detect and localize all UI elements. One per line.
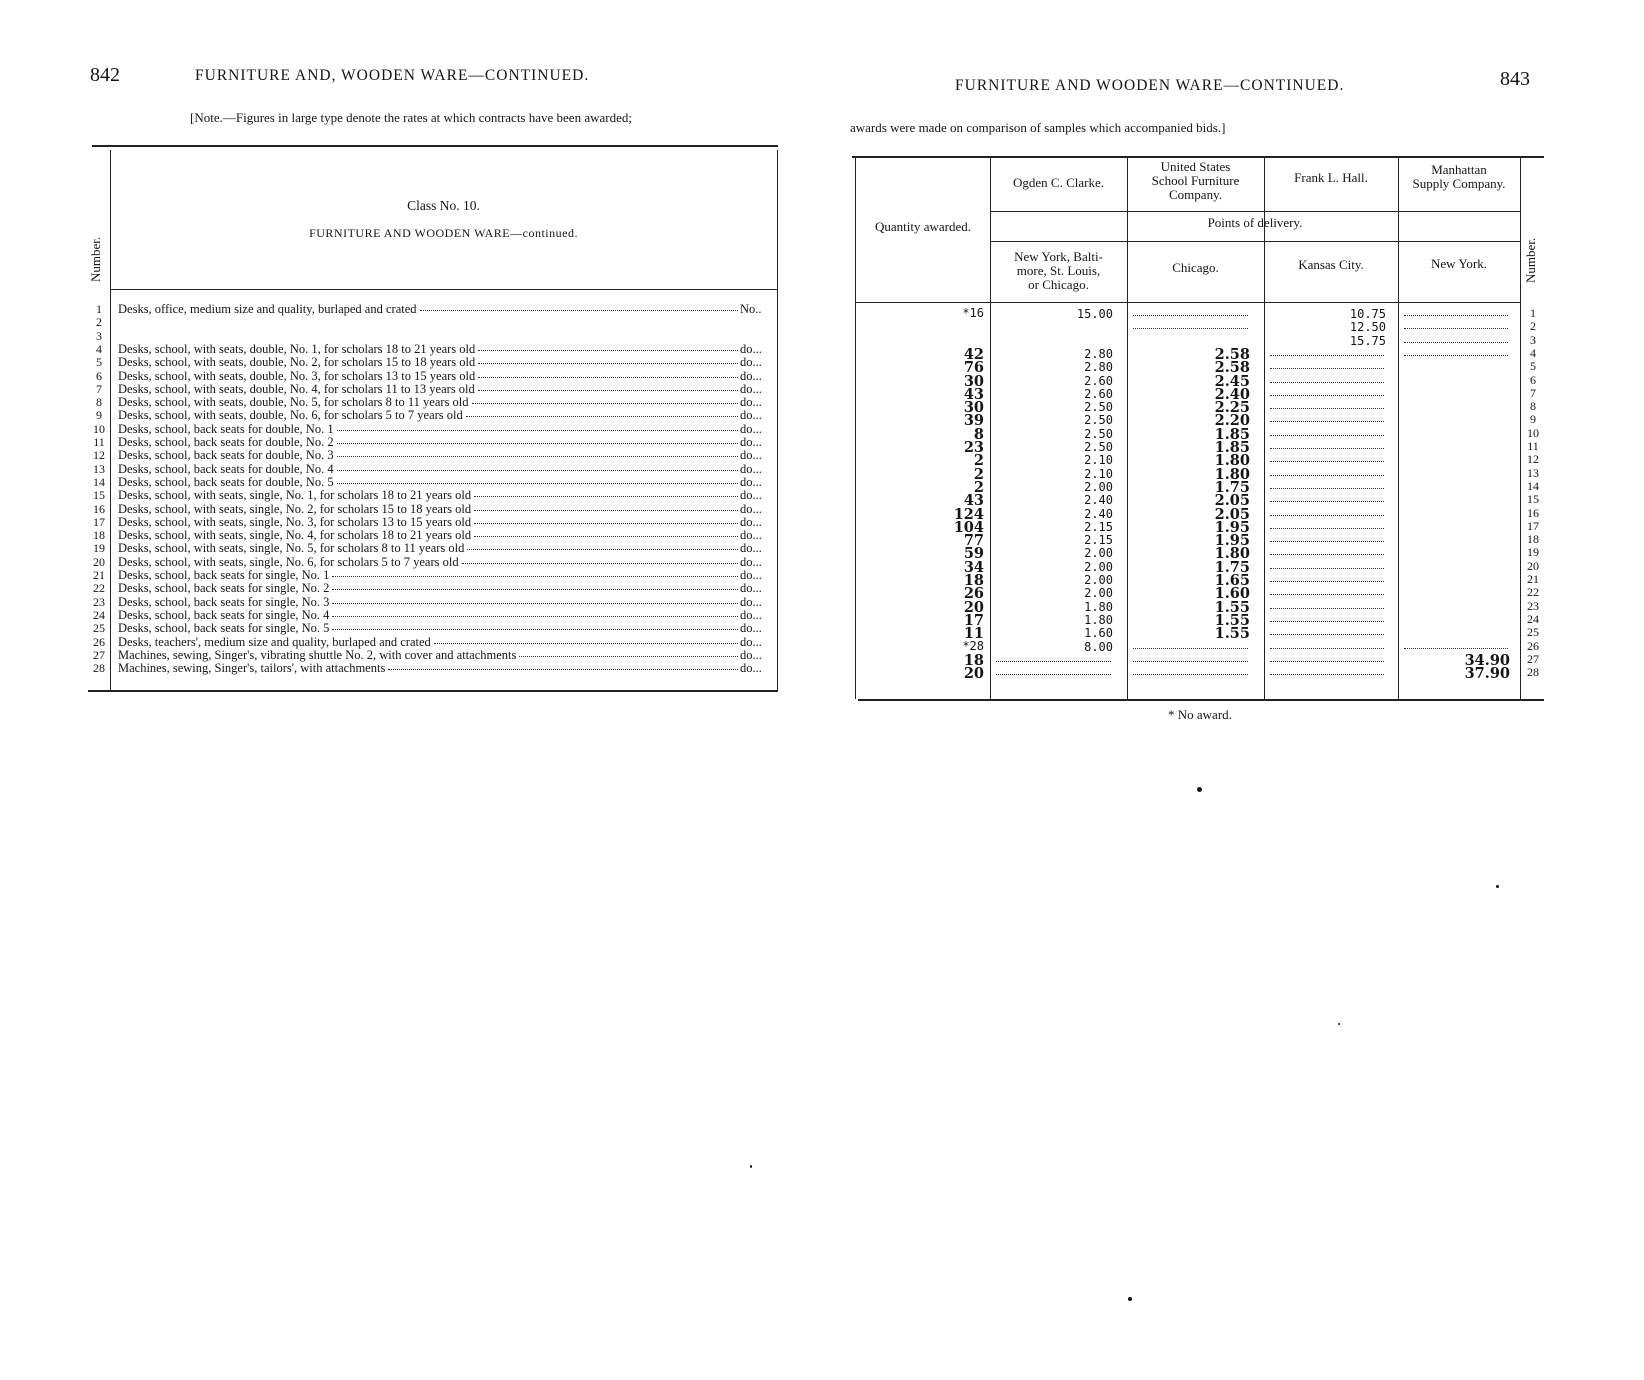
row-description: Desks, school, with seats, double, No. 1, for scholars 18 to 21 years old bbox=[118, 341, 476, 356]
row-unit: do... bbox=[740, 634, 762, 649]
row-number: 8 bbox=[96, 395, 102, 410]
quantity-awarded: 2 bbox=[973, 452, 984, 470]
leader-dots bbox=[1270, 421, 1384, 422]
row-number: 1 bbox=[96, 302, 102, 316]
bid-price: 2.45 bbox=[1214, 372, 1250, 390]
class-title: Class No. 10. bbox=[407, 198, 480, 213]
row-number: 4 bbox=[96, 341, 102, 356]
bid-price: 1.95 bbox=[1214, 532, 1250, 550]
row-unit: do... bbox=[740, 541, 762, 556]
quantity-awarded: 30 bbox=[963, 372, 984, 390]
leader-dots bbox=[466, 416, 738, 417]
rule bbox=[110, 289, 778, 290]
row-unit: do... bbox=[740, 647, 762, 662]
quantity-awarded: 11 bbox=[963, 625, 984, 643]
bid-price: 2.00 bbox=[1084, 559, 1113, 574]
row-description: Desks, school, back seats for single, No. 3 bbox=[118, 594, 330, 609]
row-unit: do... bbox=[740, 661, 762, 676]
row-description: Desks, school, with seats, single, No. 2, for scholars 15 to 18 years old bbox=[118, 501, 472, 516]
quantity-awarded: 43 bbox=[963, 492, 984, 510]
row-unit: do... bbox=[740, 581, 762, 596]
leader-dots bbox=[1270, 634, 1384, 635]
row-number: 10 bbox=[93, 421, 105, 436]
bid-price: 10.75 bbox=[1349, 307, 1386, 321]
quantity-awarded: 20 bbox=[963, 665, 984, 683]
page-number-left: 842 bbox=[90, 64, 120, 86]
bid-price: 1.60 bbox=[1084, 626, 1113, 641]
quantity-awarded: *28 bbox=[962, 638, 984, 653]
scan-speck bbox=[1338, 1023, 1340, 1025]
leader-dots bbox=[474, 536, 738, 537]
row-number: 3 bbox=[96, 328, 102, 343]
leader-dots bbox=[1133, 648, 1248, 649]
rule bbox=[92, 145, 778, 147]
row-number: 16 bbox=[93, 501, 105, 516]
quantity-awarded: 23 bbox=[963, 439, 984, 456]
bid-price: 1.85 bbox=[1214, 425, 1250, 443]
bid-price: 1.80 bbox=[1214, 452, 1250, 470]
row-number: 28 bbox=[93, 661, 105, 676]
row-number: 2 bbox=[1530, 319, 1536, 334]
bid-price: 8.00 bbox=[1084, 639, 1113, 654]
row-number: 13 bbox=[93, 461, 105, 476]
quantity-awarded: 2 bbox=[973, 478, 984, 496]
delivery-point: New York, Balti- more, St. Louis, or Chicago. bbox=[1014, 249, 1103, 292]
bid-price: 37.90 bbox=[1464, 665, 1510, 683]
quantity-awarded: 2 bbox=[973, 465, 984, 483]
row-number: 6 bbox=[96, 368, 102, 383]
row-unit: do... bbox=[740, 355, 762, 370]
leader-dots bbox=[1404, 355, 1508, 356]
quantity-awarded: 17 bbox=[963, 611, 984, 629]
leader-dots bbox=[478, 363, 738, 364]
leader-dots bbox=[332, 576, 738, 577]
leader-dots bbox=[462, 563, 738, 564]
bid-price: 2.60 bbox=[1084, 386, 1113, 401]
leader-dots bbox=[478, 377, 738, 378]
bid-price: 2.50 bbox=[1084, 426, 1113, 441]
bid-price: 2.20 bbox=[1214, 412, 1250, 430]
row-number: 15 bbox=[93, 488, 105, 503]
row-number: 13 bbox=[1527, 465, 1539, 480]
leader-dots bbox=[996, 674, 1111, 675]
quantity-awarded: 43 bbox=[963, 385, 984, 403]
bid-price: 1.55 bbox=[1214, 598, 1250, 616]
bid-price: 2.50 bbox=[1084, 440, 1113, 454]
bid-price: 2.40 bbox=[1084, 493, 1113, 508]
row-number: 22 bbox=[1527, 585, 1539, 600]
row-unit: do... bbox=[740, 448, 762, 463]
bidder-name: Frank L. Hall. bbox=[1294, 170, 1368, 185]
bid-price: 2.00 bbox=[1084, 573, 1113, 587]
column-divider bbox=[1398, 158, 1399, 699]
leader-dots bbox=[337, 456, 738, 457]
row-unit: do... bbox=[740, 514, 762, 529]
leader-dots bbox=[1270, 382, 1384, 383]
bid-price: 2.80 bbox=[1084, 360, 1113, 375]
note-left: [Note.—Figures in large type denote the rates at which contracts have been awarded; bbox=[190, 110, 632, 125]
row-number: 4 bbox=[1530, 345, 1536, 360]
leader-dots bbox=[1270, 554, 1384, 555]
scan-speck bbox=[1496, 885, 1499, 888]
row-number: 18 bbox=[93, 528, 105, 543]
row-description: Desks, school, back seats for double, No. 3 bbox=[118, 448, 334, 463]
row-unit: do... bbox=[740, 408, 762, 423]
row-number: 19 bbox=[1527, 545, 1539, 560]
leader-dots bbox=[1404, 328, 1508, 329]
leader-dots bbox=[1270, 368, 1384, 369]
row-description: Desks, school, with seats, single, No. 1, for scholars 18 to 21 years old bbox=[118, 488, 472, 503]
leader-dots bbox=[337, 483, 738, 484]
leader-dots bbox=[1270, 475, 1384, 476]
row-number: 7 bbox=[96, 381, 102, 396]
column-divider bbox=[777, 150, 778, 690]
quantity-header: Quantity awarded. bbox=[874, 219, 972, 234]
row-unit: do... bbox=[740, 607, 762, 622]
leader-dots bbox=[474, 510, 738, 511]
row-number: 14 bbox=[93, 474, 105, 489]
row-description: Desks, school, back seats for single, No. 5 bbox=[118, 621, 330, 636]
bid-price: 2.10 bbox=[1084, 453, 1113, 468]
row-unit: do... bbox=[740, 554, 762, 569]
row-number: 22 bbox=[93, 581, 105, 596]
bid-price: 2.00 bbox=[1084, 479, 1113, 494]
row-unit: do... bbox=[740, 461, 762, 476]
row-number: 26 bbox=[93, 634, 105, 649]
row-number: 20 bbox=[93, 554, 105, 569]
row-description: Desks, school, with seats, single, No. 3, for scholars 13 to 15 years old bbox=[118, 514, 472, 529]
row-number: 7 bbox=[1530, 385, 1536, 400]
leader-dots bbox=[1270, 488, 1384, 489]
bid-price: 1.60 bbox=[1214, 585, 1250, 603]
quantity-awarded: 124 bbox=[953, 505, 984, 523]
leader-dots bbox=[1270, 581, 1384, 582]
row-number: 12 bbox=[93, 448, 105, 463]
number-header-left: Number. bbox=[88, 236, 103, 282]
bid-price: 1.95 bbox=[1214, 518, 1250, 536]
leader-dots bbox=[420, 310, 738, 311]
bid-price: 2.05 bbox=[1214, 505, 1250, 523]
bid-price: 1.55 bbox=[1214, 611, 1250, 629]
scan-speck bbox=[750, 1165, 752, 1168]
leader-dots bbox=[474, 523, 738, 524]
bid-price: 2.15 bbox=[1084, 519, 1113, 534]
row-number: 10 bbox=[1527, 425, 1539, 440]
row-description: Desks, school, with seats, single, No. 5, for scholars 8 to 11 years old bbox=[118, 541, 465, 556]
row-number: 21 bbox=[93, 568, 105, 582]
quantity-awarded: 104 bbox=[953, 518, 984, 536]
row-description: Desks, school, with seats, double, No. 6, for scholars 5 to 7 years old bbox=[118, 408, 463, 423]
row-number: 28 bbox=[1527, 665, 1539, 680]
leader-dots bbox=[1270, 541, 1384, 542]
page-number-right: 843 bbox=[1500, 68, 1530, 90]
row-number: 11 bbox=[93, 435, 105, 449]
row-description: Desks, school, back seats for double, No. 1 bbox=[118, 421, 334, 436]
row-unit: do... bbox=[740, 594, 762, 609]
leader-dots bbox=[1270, 408, 1384, 409]
bid-price: 2.25 bbox=[1214, 399, 1250, 417]
number-header-right: Number. bbox=[1523, 237, 1538, 283]
row-number: 9 bbox=[1530, 412, 1536, 427]
note-right: awards were made on comparison of samples which accompanied bids.] bbox=[850, 120, 1226, 135]
row-number: 12 bbox=[1527, 452, 1539, 467]
quantity-awarded: 18 bbox=[963, 572, 984, 589]
row-number: 8 bbox=[1530, 399, 1536, 414]
column-divider bbox=[1127, 158, 1128, 699]
bid-price: 2.40 bbox=[1214, 385, 1250, 403]
delivery-point: New York. bbox=[1431, 256, 1487, 271]
delivery-point: Kansas City. bbox=[1298, 257, 1364, 272]
leader-dots bbox=[434, 643, 738, 644]
row-number: 27 bbox=[93, 647, 105, 662]
row-number: 23 bbox=[93, 594, 105, 609]
bid-price: 1.65 bbox=[1214, 572, 1250, 589]
row-description: Desks, school, with seats, single, No. 6, for scholars 5 to 7 years old bbox=[118, 554, 459, 569]
leader-dots bbox=[472, 403, 738, 404]
points-of-delivery-header: Points of delivery. bbox=[1207, 215, 1303, 230]
row-unit: do... bbox=[740, 368, 762, 383]
column-divider bbox=[1264, 158, 1265, 699]
bid-price: 34.90 bbox=[1464, 651, 1510, 669]
row-number: 20 bbox=[1527, 558, 1539, 573]
bidder-name: United States School Furniture Company. bbox=[1151, 159, 1240, 202]
row-number: 11 bbox=[1527, 439, 1539, 453]
bid-price: 2.00 bbox=[1084, 546, 1113, 561]
bid-price: 15.00 bbox=[1076, 307, 1113, 321]
bid-price: 1.80 bbox=[1214, 545, 1250, 563]
quantity-awarded: *16 bbox=[962, 306, 984, 320]
quantity-awarded: 39 bbox=[963, 412, 984, 430]
row-number: 17 bbox=[93, 514, 105, 529]
row-number: 25 bbox=[93, 621, 105, 636]
row-number: 5 bbox=[1530, 359, 1536, 374]
row-number: 14 bbox=[1527, 478, 1539, 493]
row-description: Desks, school, back seats for double, No. 2 bbox=[118, 435, 334, 449]
leader-dots bbox=[478, 350, 738, 351]
rule bbox=[990, 241, 1520, 242]
leader-dots bbox=[332, 603, 738, 604]
row-number: 5 bbox=[96, 355, 102, 370]
quantity-awarded: 59 bbox=[963, 545, 984, 563]
leader-dots bbox=[1270, 661, 1384, 662]
footnote: * No award. bbox=[1168, 707, 1232, 722]
leader-dots bbox=[1270, 648, 1384, 649]
row-description: Desks, school, back seats for double, No. 4 bbox=[118, 461, 334, 476]
bid-price: 2.05 bbox=[1214, 492, 1250, 510]
leader-dots bbox=[1270, 621, 1384, 622]
leader-dots bbox=[1270, 515, 1384, 516]
row-number: 1 bbox=[1530, 306, 1536, 320]
leader-dots bbox=[478, 390, 738, 391]
leader-dots bbox=[1270, 355, 1384, 356]
rule bbox=[990, 211, 1520, 212]
leader-dots bbox=[1270, 395, 1384, 396]
delivery-point: Chicago. bbox=[1172, 260, 1219, 275]
row-description: Desks, school, with seats, double, No. 3, for scholars 13 to 15 years old bbox=[118, 368, 476, 383]
row-number: 6 bbox=[1530, 372, 1536, 387]
bid-price: 15.75 bbox=[1349, 333, 1386, 348]
running-head-right: FURNITURE AND WOODEN WARE—CONTINUED. bbox=[955, 77, 1345, 94]
leader-dots bbox=[1133, 661, 1248, 662]
bid-price: 1.55 bbox=[1214, 625, 1250, 643]
row-unit: do... bbox=[740, 621, 762, 636]
bidder-name: Manhattan Supply Company. bbox=[1412, 162, 1506, 191]
leader-dots bbox=[332, 629, 738, 630]
bid-price: 1.80 bbox=[1214, 465, 1250, 483]
leader-dots bbox=[1270, 594, 1384, 595]
row-unit: do... bbox=[740, 488, 762, 503]
row-number: 27 bbox=[1527, 651, 1539, 666]
rule bbox=[855, 302, 1520, 303]
row-number: 18 bbox=[1527, 532, 1539, 547]
leader-dots bbox=[1270, 568, 1384, 569]
bid-price: 1.85 bbox=[1214, 439, 1250, 456]
rule bbox=[858, 699, 1544, 701]
row-unit: do... bbox=[740, 435, 762, 449]
bid-price: 2.50 bbox=[1084, 413, 1113, 428]
row-unit: No.. bbox=[740, 302, 762, 316]
row-number: 24 bbox=[93, 607, 105, 622]
row-number: 26 bbox=[1527, 638, 1539, 653]
bid-price: 2.10 bbox=[1084, 466, 1113, 481]
row-description: Desks, school, with seats, double, No. 2, for scholars 15 to 18 years old bbox=[118, 355, 476, 370]
leader-dots bbox=[1270, 435, 1384, 436]
row-description: Desks, teachers', medium size and quality, burlaped and crated bbox=[118, 634, 431, 649]
row-unit: do... bbox=[740, 341, 762, 356]
quantity-awarded: 76 bbox=[963, 359, 984, 377]
row-number: 17 bbox=[1527, 518, 1539, 533]
bid-price: 2.15 bbox=[1084, 533, 1113, 548]
row-number: 3 bbox=[1530, 332, 1536, 347]
row-number: 21 bbox=[1527, 572, 1539, 586]
leader-dots bbox=[1133, 674, 1248, 675]
row-description: Desks, school, back seats for single, No. 2 bbox=[118, 581, 330, 596]
leader-dots bbox=[1270, 608, 1384, 609]
bid-price: 2.58 bbox=[1214, 345, 1250, 363]
leader-dots bbox=[1404, 648, 1508, 649]
leader-dots bbox=[388, 669, 738, 670]
leader-dots bbox=[1133, 315, 1248, 316]
bidder-name: Ogden C. Clarke. bbox=[1013, 175, 1104, 190]
row-description: Desks, office, medium size and quality, burlaped and crated bbox=[118, 302, 417, 316]
quantity-awarded: 30 bbox=[963, 399, 984, 417]
bid-price: 1.80 bbox=[1084, 599, 1113, 614]
leader-dots bbox=[1270, 528, 1384, 529]
row-description: Machines, sewing, Singer's, vibrating shuttle No. 2, with cover and attachments bbox=[118, 647, 517, 662]
quantity-awarded: 26 bbox=[963, 585, 984, 603]
row-number: 25 bbox=[1527, 625, 1539, 640]
leader-dots bbox=[1133, 328, 1248, 329]
row-unit: do... bbox=[740, 381, 762, 396]
rule bbox=[852, 156, 1544, 158]
leader-dots bbox=[332, 616, 738, 617]
leader-dots bbox=[337, 470, 738, 471]
bid-price: 1.80 bbox=[1084, 612, 1113, 627]
row-number: 16 bbox=[1527, 505, 1539, 520]
leader-dots bbox=[1270, 674, 1384, 675]
rule bbox=[88, 690, 778, 692]
row-unit: do... bbox=[740, 421, 762, 436]
row-number: 23 bbox=[1527, 598, 1539, 613]
leader-dots bbox=[474, 496, 738, 497]
leader-dots bbox=[1270, 448, 1384, 449]
row-number: 19 bbox=[93, 541, 105, 556]
leader-dots bbox=[467, 549, 738, 550]
row-description: Desks, school, back seats for single, No. 4 bbox=[118, 607, 330, 622]
bid-price: 1.75 bbox=[1214, 558, 1250, 576]
quantity-awarded: 8 bbox=[973, 425, 984, 443]
row-description: Desks, school, with seats, double, No. 5, for scholars 8 to 11 years old bbox=[118, 395, 469, 410]
quantity-awarded: 20 bbox=[963, 598, 984, 616]
row-description: Desks, school, with seats, double, No. 4, for scholars 11 to 13 years old bbox=[118, 381, 475, 396]
bid-price: 2.00 bbox=[1084, 586, 1113, 601]
row-description: Desks, school, back seats for single, No. 1 bbox=[118, 568, 330, 582]
quantity-awarded: 34 bbox=[963, 558, 984, 576]
row-number: 24 bbox=[1527, 611, 1539, 626]
bid-price: 2.50 bbox=[1084, 400, 1113, 415]
leader-dots bbox=[1270, 501, 1384, 502]
bid-price: 12.50 bbox=[1349, 320, 1386, 335]
row-unit: do... bbox=[740, 501, 762, 516]
scan-speck bbox=[1197, 787, 1202, 792]
row-number: 9 bbox=[96, 408, 102, 423]
bid-price: 2.58 bbox=[1214, 359, 1250, 377]
row-unit: do... bbox=[740, 395, 762, 410]
row-description: Machines, sewing, Singer's, tailors', with attachments bbox=[118, 661, 386, 676]
quantity-awarded: 42 bbox=[963, 345, 984, 363]
leader-dots bbox=[337, 430, 738, 431]
quantity-awarded: 77 bbox=[963, 532, 984, 550]
row-number: 15 bbox=[1527, 492, 1539, 507]
leader-dots bbox=[1404, 342, 1508, 343]
leader-dots bbox=[337, 443, 738, 444]
bid-price: 2.80 bbox=[1084, 346, 1113, 361]
bid-price: 1.75 bbox=[1214, 478, 1250, 496]
bid-price: 2.40 bbox=[1084, 506, 1113, 521]
quantity-awarded: 18 bbox=[963, 651, 984, 669]
scan-speck bbox=[1128, 1297, 1132, 1301]
leader-dots bbox=[1270, 461, 1384, 462]
row-number: 2 bbox=[96, 315, 102, 330]
leader-dots bbox=[519, 656, 738, 657]
bid-price: 2.60 bbox=[1084, 373, 1113, 388]
row-unit: do... bbox=[740, 568, 762, 582]
running-head-left: FURNITURE AND, WOODEN WARE—CONTINUED. bbox=[195, 67, 590, 84]
leader-dots bbox=[996, 661, 1111, 662]
class-subtitle: FURNITURE AND WOODEN WARE—continued. bbox=[309, 226, 578, 240]
row-unit: do... bbox=[740, 528, 762, 543]
leader-dots bbox=[332, 589, 738, 590]
row-unit: do... bbox=[740, 474, 762, 489]
column-divider bbox=[990, 158, 991, 699]
row-description: Desks, school, with seats, single, No. 4, for scholars 18 to 21 years old bbox=[118, 528, 472, 543]
leader-dots bbox=[1404, 315, 1508, 316]
row-description: Desks, school, back seats for double, No. 5 bbox=[118, 474, 334, 489]
